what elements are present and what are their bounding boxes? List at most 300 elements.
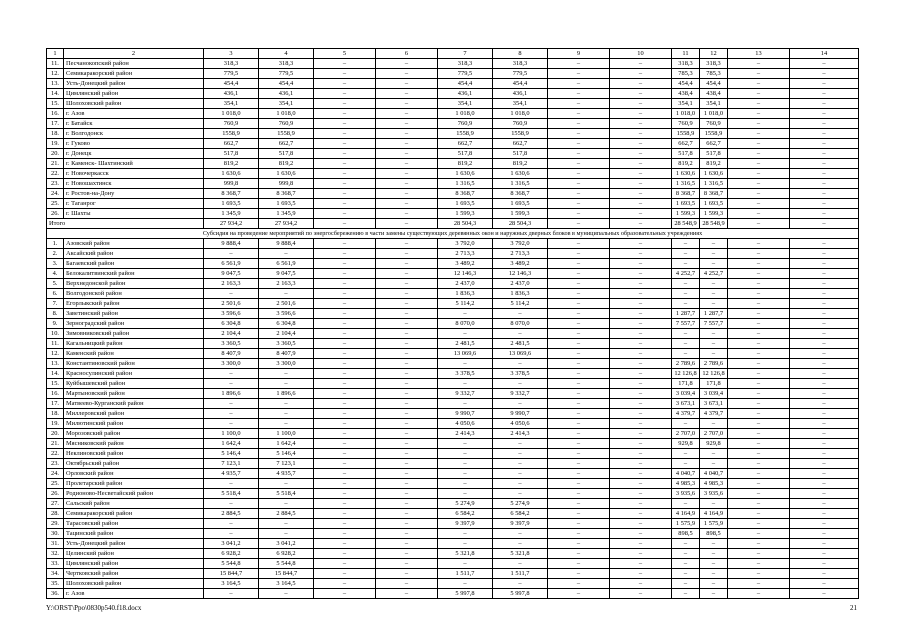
table-cell: – xyxy=(728,379,790,389)
table-row xyxy=(47,359,859,369)
table-cell: 18. xyxy=(47,409,64,419)
table-cell: – xyxy=(728,249,790,259)
table-cell: 1 599,3 xyxy=(438,209,493,219)
table-cell: – xyxy=(790,489,859,499)
table-cell: 4 252,7 xyxy=(672,269,700,279)
table-row xyxy=(47,109,859,119)
table-cell: г. Ростов-на-Дону xyxy=(64,189,204,199)
table-cell: – xyxy=(548,449,610,459)
table-cell: 4 040,7 xyxy=(700,469,728,479)
table-cell: – xyxy=(790,59,859,69)
table-cell: – xyxy=(259,289,314,299)
table-cell: – xyxy=(548,259,610,269)
table-cell: 10 xyxy=(610,49,672,59)
table-cell: – xyxy=(610,99,672,109)
table-cell: – xyxy=(548,439,610,449)
table-cell: Милютинский район xyxy=(64,419,204,429)
table-cell: – xyxy=(548,539,610,549)
table-cell: – xyxy=(376,59,438,69)
table-cell: 6 584,2 xyxy=(438,509,493,519)
table-cell: – xyxy=(314,149,376,159)
table-row xyxy=(47,299,859,309)
table-cell: – xyxy=(728,129,790,139)
table-cell: 2 163,3 xyxy=(259,279,314,289)
table-cell: 5 114,2 xyxy=(438,299,493,309)
table-cell: 8 070,0 xyxy=(438,319,493,329)
table-cell: 12 146,3 xyxy=(438,269,493,279)
table-cell: 8 407,9 xyxy=(259,349,314,359)
table-cell: – xyxy=(790,449,859,459)
table-cell: 1 018,0 xyxy=(438,109,493,119)
table-cell: – xyxy=(376,389,438,399)
table-cell: – xyxy=(493,479,548,489)
table-cell: 454,4 xyxy=(259,79,314,89)
table-cell: – xyxy=(314,549,376,559)
table-header-row xyxy=(47,49,859,59)
table-cell: 4 985,3 xyxy=(700,479,728,489)
table-cell: 354,1 xyxy=(204,99,259,109)
table-cell: – xyxy=(259,519,314,529)
table-cell: 5. xyxy=(47,279,64,289)
table-cell: – xyxy=(314,319,376,329)
table-cell: г. Новочеркасск xyxy=(64,169,204,179)
table-cell: 1 836,3 xyxy=(438,289,493,299)
table-cell: – xyxy=(610,159,672,169)
table-cell: – xyxy=(728,539,790,549)
table-cell: 22. xyxy=(47,449,64,459)
table-cell: 1 511,7 xyxy=(493,569,548,579)
table-cell: 354,1 xyxy=(493,99,548,109)
table-cell: 779,5 xyxy=(493,69,548,79)
table-cell: – xyxy=(204,479,259,489)
table-cell: 9 332,7 xyxy=(493,389,548,399)
table-cell: – xyxy=(610,89,672,99)
table-cell: – xyxy=(438,479,493,489)
table-cell: 1558,9 xyxy=(438,129,493,139)
table-cell: – xyxy=(728,239,790,249)
table-cell: – xyxy=(610,59,672,69)
table-row xyxy=(47,69,859,79)
table-cell: 9 397,9 xyxy=(438,519,493,529)
table-row xyxy=(47,339,859,349)
table-cell: 10. xyxy=(47,329,64,339)
table-cell: 9 047,5 xyxy=(204,269,259,279)
table-cell: 2 163,3 xyxy=(204,279,259,289)
table-cell: – xyxy=(610,459,672,469)
table-cell: – xyxy=(493,379,548,389)
table-cell: – xyxy=(548,489,610,499)
table-cell: 9 990,7 xyxy=(438,409,493,419)
table-cell: – xyxy=(438,459,493,469)
table-cell: – xyxy=(548,129,610,139)
table-cell: г. Азов xyxy=(64,589,204,599)
table-cell: 1 511,7 xyxy=(438,569,493,579)
table-cell: 1 018,0 xyxy=(204,109,259,119)
table-cell: 318,3 xyxy=(438,59,493,69)
table-cell: 5 518,4 xyxy=(259,489,314,499)
table-cell: – xyxy=(548,369,610,379)
table-cell: 28. xyxy=(47,509,64,519)
table-cell: 3 792,0 xyxy=(438,239,493,249)
table-cell: – xyxy=(610,369,672,379)
table-cell: 3 378,5 xyxy=(493,369,548,379)
table-cell: 2 414,3 xyxy=(438,429,493,439)
table-cell: 3 489,2 xyxy=(438,259,493,269)
table-cell: г. Батайск xyxy=(64,119,204,129)
table-cell: – xyxy=(790,369,859,379)
table-cell: 1 693,5 xyxy=(259,199,314,209)
table-cell: 2 707,0 xyxy=(672,429,700,439)
table-cell: – xyxy=(376,399,438,409)
table-cell: – xyxy=(610,479,672,489)
table-cell: – xyxy=(548,479,610,489)
table-cell: 2 713,3 xyxy=(493,249,548,259)
table-cell: 3 935,6 xyxy=(672,489,700,499)
table-cell: – xyxy=(700,539,728,549)
table-cell: – xyxy=(672,339,700,349)
table-cell: 11. xyxy=(47,339,64,349)
table-cell: – xyxy=(548,469,610,479)
table-cell: – xyxy=(610,319,672,329)
table-cell: – xyxy=(790,189,859,199)
table-cell: Цимлянский район xyxy=(64,559,204,569)
table-cell: 5 321,8 xyxy=(493,549,548,559)
table-cell: 1 896,6 xyxy=(204,389,259,399)
table-cell: – xyxy=(376,439,438,449)
table-cell: Миллеровский район xyxy=(64,409,204,419)
table-cell: 13 069,6 xyxy=(493,349,548,359)
table-cell: Усть-Донецкий район xyxy=(64,539,204,549)
table-cell: – xyxy=(610,539,672,549)
table-cell: – xyxy=(376,339,438,349)
table-cell: 760,9 xyxy=(672,119,700,129)
table-cell: 454,4 xyxy=(493,79,548,89)
table-cell: 898,5 xyxy=(672,529,700,539)
table-cell: 2 501,6 xyxy=(204,299,259,309)
table-cell: 8 368,7 xyxy=(672,189,700,199)
table-cell: 1 316,5 xyxy=(672,179,700,189)
table-cell: – xyxy=(728,399,790,409)
table-cell: – xyxy=(728,109,790,119)
table-cell: – xyxy=(204,499,259,509)
table-cell: 819,2 xyxy=(700,159,728,169)
table-cell: – xyxy=(438,399,493,409)
table-cell: – xyxy=(376,309,438,319)
table-cell: – xyxy=(672,579,700,589)
table-cell: – xyxy=(790,119,859,129)
table-cell: – xyxy=(672,559,700,569)
table-cell: – xyxy=(728,159,790,169)
table-cell: – xyxy=(314,429,376,439)
table-cell: – xyxy=(610,399,672,409)
table-cell: – xyxy=(790,309,859,319)
table-cell: 1. xyxy=(47,239,64,249)
table-cell: 6. xyxy=(47,289,64,299)
table-cell: 9 888,4 xyxy=(259,239,314,249)
table-cell: – xyxy=(376,359,438,369)
table-cell: – xyxy=(548,299,610,309)
table-row xyxy=(47,259,859,269)
table-cell: 1 693,5 xyxy=(204,199,259,209)
table-cell: – xyxy=(438,529,493,539)
table-cell: Итого xyxy=(47,219,204,229)
table-cell: – xyxy=(700,419,728,429)
table-cell: – xyxy=(548,569,610,579)
table-row xyxy=(47,389,859,399)
table-cell: 16. xyxy=(47,389,64,399)
table-cell: – xyxy=(610,149,672,159)
table-cell: – xyxy=(376,459,438,469)
table-cell: 33. xyxy=(47,559,64,569)
table-cell: – xyxy=(610,189,672,199)
table-cell: 9 990,7 xyxy=(493,409,548,419)
table-row xyxy=(47,529,859,539)
table-cell: – xyxy=(314,69,376,79)
table-cell: – xyxy=(672,349,700,359)
table-cell: 22. xyxy=(47,169,64,179)
table-cell: 5 146,4 xyxy=(259,449,314,459)
table-cell: – xyxy=(728,309,790,319)
table-cell: – xyxy=(672,329,700,339)
table-row xyxy=(47,459,859,469)
table-cell: – xyxy=(493,469,548,479)
table-cell: 26. xyxy=(47,209,64,219)
table-row xyxy=(47,89,859,99)
table-cell: 7 xyxy=(438,49,493,59)
table-row xyxy=(47,199,859,209)
table-cell: 2 104,4 xyxy=(259,329,314,339)
table-cell: – xyxy=(314,209,376,219)
table-cell: 6 304,8 xyxy=(204,319,259,329)
table-cell: – xyxy=(204,249,259,259)
table-cell: – xyxy=(672,249,700,259)
table-cell: – xyxy=(493,489,548,499)
table-cell: – xyxy=(548,319,610,329)
table-cell: – xyxy=(314,79,376,89)
table-cell: 4 935,7 xyxy=(204,469,259,479)
table-cell: 760,9 xyxy=(700,119,728,129)
table-cell: 28 548,9 xyxy=(672,219,700,229)
table-cell: 2 437,0 xyxy=(438,279,493,289)
table-cell: – xyxy=(548,549,610,559)
table-cell: – xyxy=(728,549,790,559)
table-cell: – xyxy=(548,89,610,99)
table-cell: 15 844,7 xyxy=(259,569,314,579)
table-cell: – xyxy=(790,339,859,349)
table-row xyxy=(47,349,859,359)
table-cell: 15 844,7 xyxy=(204,569,259,579)
table-cell: 517,8 xyxy=(493,149,548,159)
table-cell: – xyxy=(700,549,728,559)
table-cell: Морозовский район xyxy=(64,429,204,439)
table-cell: – xyxy=(314,539,376,549)
table-cell: 7 123,1 xyxy=(204,459,259,469)
table-row xyxy=(47,479,859,489)
table-cell: – xyxy=(548,309,610,319)
table-cell: – xyxy=(700,499,728,509)
table-cell: 1 316,5 xyxy=(493,179,548,189)
table-cell: 20. xyxy=(47,149,64,159)
table-cell: 15. xyxy=(47,379,64,389)
table-cell: – xyxy=(610,199,672,209)
table-cell: 662,7 xyxy=(700,139,728,149)
table-cell: – xyxy=(376,379,438,389)
table-cell: – xyxy=(790,539,859,549)
table-cell: 25. xyxy=(47,479,64,489)
table-cell: – xyxy=(376,249,438,259)
table-cell: Шолоховский район xyxy=(64,99,204,109)
table-cell: – xyxy=(548,389,610,399)
table-cell: 3 xyxy=(204,49,259,59)
table-cell: 28 504,3 xyxy=(493,219,548,229)
table-cell: 662,7 xyxy=(672,139,700,149)
table-cell: 4 050,6 xyxy=(493,419,548,429)
table-cell: г. Волгодонск xyxy=(64,129,204,139)
table-cell: – xyxy=(376,119,438,129)
table-cell: – xyxy=(493,309,548,319)
table-cell: г. Азов xyxy=(64,109,204,119)
table-cell: 898,5 xyxy=(700,529,728,539)
table-cell: Тарасовский район xyxy=(64,519,204,529)
table-cell: 1 316,5 xyxy=(438,179,493,189)
table-cell: – xyxy=(790,439,859,449)
table-cell: – xyxy=(376,189,438,199)
table-cell: – xyxy=(610,69,672,79)
table-cell: Октябрьский район xyxy=(64,459,204,469)
table-cell: 6 928,2 xyxy=(259,549,314,559)
table-cell: – xyxy=(672,279,700,289)
table-cell: 3 041,2 xyxy=(204,539,259,549)
table-cell: 1 630,6 xyxy=(672,169,700,179)
table-cell: – xyxy=(548,189,610,199)
table-cell: – xyxy=(728,489,790,499)
table-cell: 5 114,2 xyxy=(493,299,548,309)
table-cell: – xyxy=(314,239,376,249)
table-cell: – xyxy=(728,279,790,289)
table-cell: Орловский район xyxy=(64,469,204,479)
table-cell: – xyxy=(376,89,438,99)
table-cell: – xyxy=(259,499,314,509)
table-cell: г. Новошахтинск xyxy=(64,179,204,189)
table-cell: 6 584,2 xyxy=(493,509,548,519)
table-cell: 3 673,1 xyxy=(672,399,700,409)
table-cell: 1 693,5 xyxy=(672,199,700,209)
table-cell: – xyxy=(548,169,610,179)
table-cell: – xyxy=(314,309,376,319)
table-cell: – xyxy=(548,159,610,169)
table-cell: – xyxy=(438,449,493,459)
table-cell: – xyxy=(610,569,672,579)
table-cell: – xyxy=(728,509,790,519)
table-cell: 3 489,2 xyxy=(493,259,548,269)
table-cell: 779,5 xyxy=(259,69,314,79)
table-cell: – xyxy=(672,419,700,429)
table-cell: 779,5 xyxy=(438,69,493,79)
table-row xyxy=(47,169,859,179)
table-cell: 6 561,9 xyxy=(204,259,259,269)
table-cell: 7. xyxy=(47,299,64,309)
table-cell: – xyxy=(493,579,548,589)
table-cell: – xyxy=(204,289,259,299)
table-cell: – xyxy=(790,549,859,559)
table-cell: 9 047,5 xyxy=(259,269,314,279)
table-cell: 436,1 xyxy=(438,89,493,99)
table-cell: – xyxy=(790,479,859,489)
table-cell: – xyxy=(493,329,548,339)
table-cell: 7 123,1 xyxy=(259,459,314,469)
table-cell: – xyxy=(259,399,314,409)
table-cell: – xyxy=(672,549,700,559)
table-cell: – xyxy=(376,539,438,549)
table-cell: 1 896,6 xyxy=(259,389,314,399)
table-cell: Красносулинский район xyxy=(64,369,204,379)
table-cell: – xyxy=(672,589,700,599)
table-cell: 19. xyxy=(47,419,64,429)
table-cell: Егорлыкский район xyxy=(64,299,204,309)
table-cell: Тацинский район xyxy=(64,529,204,539)
table-cell: 3 300,0 xyxy=(204,359,259,369)
table-cell: 517,8 xyxy=(672,149,700,159)
table-cell: – xyxy=(376,499,438,509)
table-row xyxy=(47,369,859,379)
table-cell: – xyxy=(259,369,314,379)
table-cell: – xyxy=(728,409,790,419)
table-cell: Целинский район xyxy=(64,549,204,559)
table-cell: 27 934,2 xyxy=(259,219,314,229)
table-cell: Куйбышевский район xyxy=(64,379,204,389)
table-cell: – xyxy=(314,499,376,509)
page-number: 21 xyxy=(850,604,857,612)
table-cell: 779,5 xyxy=(204,69,259,79)
table-cell: – xyxy=(672,539,700,549)
table-cell: – xyxy=(376,99,438,109)
table-row xyxy=(47,249,859,259)
table-cell: – xyxy=(610,389,672,399)
table-cell: – xyxy=(376,429,438,439)
table-cell: – xyxy=(728,449,790,459)
table-cell: – xyxy=(314,299,376,309)
table-cell: 785,3 xyxy=(700,69,728,79)
table-row xyxy=(47,519,859,529)
table-cell: – xyxy=(610,529,672,539)
table-row xyxy=(47,129,859,139)
table-cell: – xyxy=(700,249,728,259)
table-cell: – xyxy=(548,149,610,159)
table-row xyxy=(47,449,859,459)
table-cell: 318,3 xyxy=(672,59,700,69)
table-cell: – xyxy=(790,219,859,229)
table-cell: – xyxy=(700,349,728,359)
table-cell: – xyxy=(610,269,672,279)
table-cell: – xyxy=(610,559,672,569)
table-cell: – xyxy=(376,509,438,519)
table-cell: – xyxy=(314,589,376,599)
table-cell: – xyxy=(314,379,376,389)
table-cell: – xyxy=(728,299,790,309)
table-cell: Мартыновский район xyxy=(64,389,204,399)
table-cell: – xyxy=(790,259,859,269)
table-cell: 5 518,4 xyxy=(204,489,259,499)
table-cell: 354,1 xyxy=(700,99,728,109)
table-cell: 517,8 xyxy=(438,149,493,159)
table-cell: 2 414,3 xyxy=(493,429,548,439)
table-cell: – xyxy=(376,159,438,169)
table-cell: 19. xyxy=(47,139,64,149)
table-cell: – xyxy=(790,299,859,309)
table-cell: – xyxy=(493,459,548,469)
table-cell: – xyxy=(314,519,376,529)
table-cell: – xyxy=(314,389,376,399)
